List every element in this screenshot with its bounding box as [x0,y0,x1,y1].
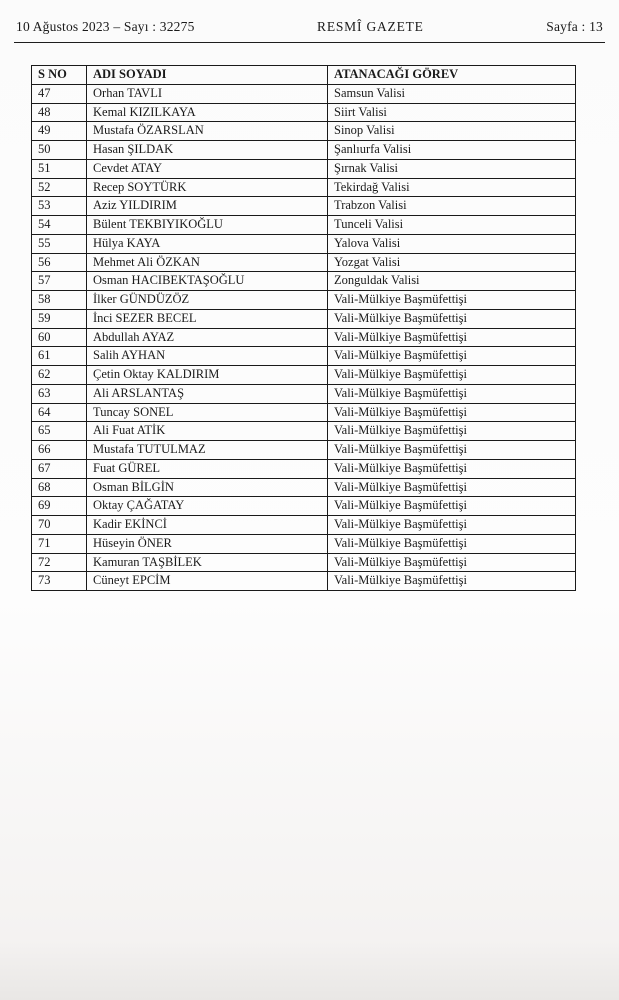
table-row [32,328,576,347]
table-row [32,234,576,253]
page-header [14,0,605,43]
column-header-sno: S NO [32,66,87,85]
appointments-table [31,65,576,591]
row-name: Mehmet Ali ÖZKAN [87,253,328,272]
row-position: Trabzon Valisi [328,197,576,216]
row-no: 51 [32,159,87,178]
row-name: Hasan ŞILDAK [87,141,328,160]
table-header-row [32,66,576,85]
row-position: Vali-Mülkiye Başmüfettişi [328,403,576,422]
row-position: Yozgat Valisi [328,253,576,272]
table-row [32,366,576,385]
table-row [32,422,576,441]
table-row [32,459,576,478]
row-no: 58 [32,291,87,310]
table-row [32,572,576,591]
table-row [32,103,576,122]
row-position: Yalova Valisi [328,234,576,253]
row-name: İnci SEZER BECEL [87,309,328,328]
row-no: 64 [32,403,87,422]
table-row [32,516,576,535]
row-name: Osman BİLGİN [87,478,328,497]
row-position: Vali-Mülkiye Başmüfettişi [328,422,576,441]
row-name: Tuncay SONEL [87,403,328,422]
row-no: 59 [32,309,87,328]
row-position: Vali-Mülkiye Başmüfettişi [328,478,576,497]
row-name: Mustafa TUTULMAZ [87,441,328,460]
table-row [32,197,576,216]
row-position: Vali-Mülkiye Başmüfettişi [328,459,576,478]
row-name: Orhan TAVLI [87,84,328,103]
row-name: Kamuran TAŞBİLEK [87,553,328,572]
row-name: Cüneyt EPCİM [87,572,328,591]
row-no: 67 [32,459,87,478]
row-no: 66 [32,441,87,460]
row-position: Şırnak Valisi [328,159,576,178]
row-name: Oktay ÇAĞATAY [87,497,328,516]
header-date-issue: 10 Ağustos 2023 – Sayı : 32275 [16,19,195,34]
row-no: 62 [32,366,87,385]
row-no: 60 [32,328,87,347]
row-name: Salih AYHAN [87,347,328,366]
row-position: Vali-Mülkiye Başmüfettişi [328,553,576,572]
row-no: 61 [32,347,87,366]
row-name: İlker GÜNDÜZÖZ [87,291,328,310]
row-name: Aziz YILDIRIM [87,197,328,216]
row-name: Recep SOYTÜRK [87,178,328,197]
row-no: 50 [32,141,87,160]
row-no: 56 [32,253,87,272]
row-no: 68 [32,478,87,497]
row-no: 54 [32,216,87,235]
row-position: Vali-Mülkiye Başmüfettişi [328,347,576,366]
row-position: Vali-Mülkiye Başmüfettişi [328,309,576,328]
table-row [32,497,576,516]
row-name: Ali Fuat ATİK [87,422,328,441]
row-position: Siirt Valisi [328,103,576,122]
row-no: 63 [32,384,87,403]
row-name: Kemal KIZILKAYA [87,103,328,122]
row-name: Kadir EKİNCİ [87,516,328,535]
row-name: Abdullah AYAZ [87,328,328,347]
row-position: Vali-Mülkiye Başmüfettişi [328,534,576,553]
table-body [32,84,576,590]
table-row [32,216,576,235]
row-name: Hüseyin ÖNER [87,534,328,553]
row-name: Osman HACIBEKTAŞOĞLU [87,272,328,291]
header-page-number: Sayfa : 13 [546,19,603,34]
row-position: Sinop Valisi [328,122,576,141]
row-no: 48 [32,103,87,122]
table-row [32,291,576,310]
table-row [32,403,576,422]
row-position: Vali-Mülkiye Başmüfettişi [328,366,576,385]
row-position: Samsun Valisi [328,84,576,103]
header-gazette-title: RESMÎ GAZETE [317,19,424,34]
row-no: 49 [32,122,87,141]
table-row [32,384,576,403]
table-header [32,66,576,85]
row-no: 57 [32,272,87,291]
row-name: Ali ARSLANTAŞ [87,384,328,403]
row-name: Mustafa ÖZARSLAN [87,122,328,141]
row-no: 69 [32,497,87,516]
table-row [32,534,576,553]
table-row [32,478,576,497]
table-row [32,141,576,160]
row-position: Vali-Mülkiye Başmüfettişi [328,328,576,347]
row-position: Vali-Mülkiye Başmüfettişi [328,516,576,535]
row-no: 72 [32,553,87,572]
row-position: Tunceli Valisi [328,216,576,235]
row-name: Cevdet ATAY [87,159,328,178]
row-no: 55 [32,234,87,253]
table-row [32,253,576,272]
row-no: 65 [32,422,87,441]
table-row [32,84,576,103]
row-name: Bülent TEKBIYIKOĞLU [87,216,328,235]
table-row [32,553,576,572]
row-no: 52 [32,178,87,197]
table-row [32,272,576,291]
row-no: 53 [32,197,87,216]
table-row [32,309,576,328]
row-position: Vali-Mülkiye Başmüfettişi [328,572,576,591]
row-position: Zonguldak Valisi [328,272,576,291]
table-row [32,122,576,141]
row-no: 47 [32,84,87,103]
table-row [32,441,576,460]
row-name: Çetin Oktay KALDIRIM [87,366,328,385]
row-no: 71 [32,534,87,553]
row-position: Vali-Mülkiye Başmüfettişi [328,384,576,403]
column-header-position: ATANACAĞI GÖREV [328,66,576,85]
row-position: Vali-Mülkiye Başmüfettişi [328,497,576,516]
row-name: Hülya KAYA [87,234,328,253]
row-name: Fuat GÜREL [87,459,328,478]
table-row [32,178,576,197]
row-position: Şanlıurfa Valisi [328,141,576,160]
row-position: Vali-Mülkiye Başmüfettişi [328,441,576,460]
column-header-name: ADI SOYADI [87,66,328,85]
row-no: 70 [32,516,87,535]
row-position: Tekirdağ Valisi [328,178,576,197]
row-position: Vali-Mülkiye Başmüfettişi [328,291,576,310]
table-row [32,159,576,178]
row-no: 73 [32,572,87,591]
table-row [32,347,576,366]
